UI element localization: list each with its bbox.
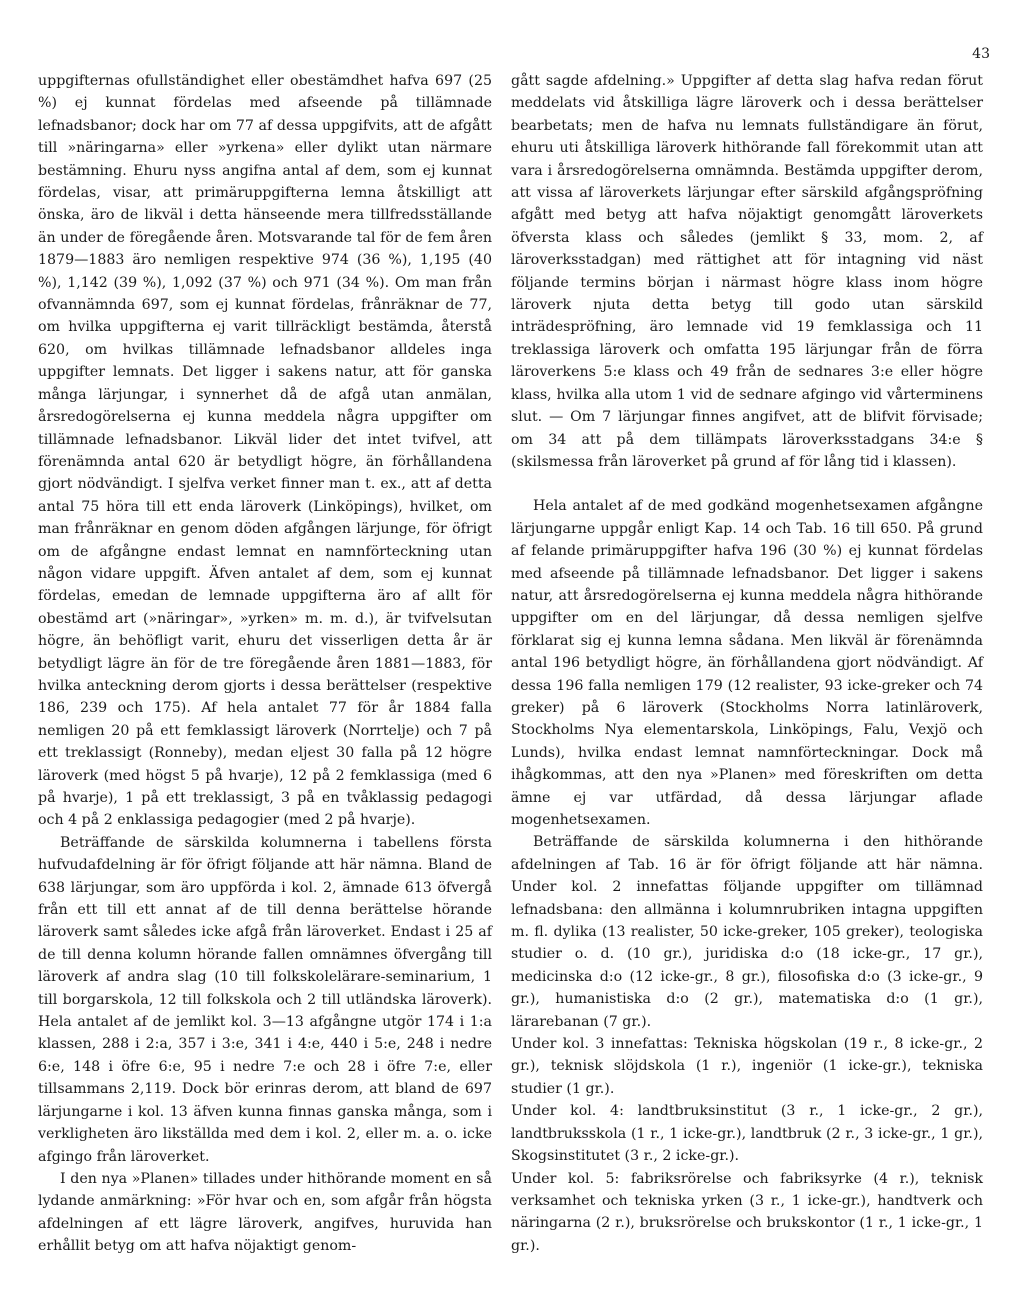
right-paragraph-2: Hela antalet af de med godkänd mogenhetsexamen afgångne lärjungarne uppgår enligt Kap. 14 och Tab. 16 till 650. På grund af felande primäruppgifter hafva 196 (30 %) ej kunnat fördelas med afseende på tillämnade lefnadsbanor. Det ligger i sakens natur, att årsredogörelserna ej kunna meddela några hithörande uppgifter om en del lärjungar, då dessa nemligen sjelfve förklarat sig ej kunna lemna sådana. Men likväl är förenämnda antal 196 betydligt högre, än förhållandena gjort nödvändigt. Af dessa 196 falla nemligen 179 (12 realister, 93 icke-greker och 74 greker) på 6 läroverk (Stockholms Norra latinläroverk, Stockholms Nya elementarskola, Linköpings, Falu, Vexjö och Lunds), hvilka endast lemnat namnförteckningar. Dock må ihågkommas, att den nya »Planen» med föreskriften om detta ämne ej var utfärdad, då dessa lärjungar aflade mogenhetsexamen. (511, 498, 983, 828)
right-paragraph-5: Under kol. 4: landtbruksinstitut (3 r., 1 icke-gr., 2 gr.), landtbruksskola (1 r., 1 icke-gr.), landtbruk (2 r., 3 icke-gr., 1 gr.), Skogsinstitutet (3 r., 2 icke-gr.). (511, 1103, 983, 1165)
page-number: 43 (972, 46, 990, 62)
right-column (511, 70, 983, 1257)
left-paragraph-3: I den nya »Planen» tillades under hithörande moment en så lydande anmärkning: »För hvar och en, som afgår från högsta afdelningen af ett lägre läroverk, angifves, huruvida han erhållit betyg om att hafva nöjaktigt genom- (38, 1170, 492, 1255)
right-paragraph-6: Under kol. 5: fabriksrörelse och fabriksyrke (4 r.), teknisk verksamhet och tekniska yrken (3 r., 1 icke-gr.), handtverk och näringarna (2 r.), bruksrörelse och brukskontor (1 r., 1 icke-gr., 1 gr.). (511, 1170, 983, 1254)
left-column (38, 70, 492, 1258)
left-paragraph-2: Beträffande de särskilda kolumnerna i tabellens första hufvudafdelning är för öfrigt följande att här nämna. Bland de 638 lärjungar, som äro uppförda i kol. 2, ämnade 613 öfvergå från ett till ett annat af de till denna berättelse hörande läroverk samt således icke afgå från läroverket. Endast i 25 af de till denna kolumn hörande fallen omnämnes öfvergång till läroverk af andra slag (10 till folkskolelärare-seminarium, 1 till borgarskola, 12 till folkskola och 2 till utländska läroverk). Hela antalet af de jemlikt kol. 3—13 afgångne utgör 174 i 1:a klassen, 288 i 2:a, 357 i 3:e, 341 i 4:e, 440 i 5:e, 248 i nedre 6:e, 148 i öfre 6:e, 95 i nedre 7:e och 28 i öfre 7:e, eller tillsammans 2,119. Dock bör erinras derom, att bland de 697 lärjungarne i kol. 13 äfven kunna finnas ganska många, som i verkligheten äro likställda med dem i kol. 2, eller m. a. o. icke afgingo från läroverket. (38, 834, 492, 1165)
right-paragraph-4: Under kol. 3 innefattas: Tekniska högskolan (19 r., 8 icke-gr., 2 gr.), teknisk slöjdskola (1 r.), ingeniör (1 icke-gr.), tekniska studier (1 gr.). (511, 1036, 983, 1097)
right-paragraph-1: gått sagde afdelning.» Uppgifter af detta slag hafva redan förut meddelats vid åtskilliga lägre läroverk och i dessa berättelser bearbetats; men de hafva nu lemnats fullständigare än förut, ehuru uti åtskilliga läroverk hithörande fall förekommit utan att vara i årsredogörelserna omnämnda. Bestämda uppgifter derom, att vissa af läroverkets lärjungar efter särskild afgångspröfning afgått med betyg att hafva nöjaktigt genomgått läroverkets öfversta klass och således (jemlikt § 33, mom. 2, af läroverksstadgan) med rättighet att för intagning vid näst följande termins början i närmast högre klass inom högre läroverk njuta detta betyg till godo utan särskild inträdespröfning, äro lemnade vid 19 femklassiga och 11 treklassiga läroverk och omfatta 195 lärjungar från de förra läroverkens 5:e klass och 49 från de sednares 3:e eller högre klass, hvilka alla utom 1 vid de sednare afgingo vid vårterminens slut. — Om 7 lärjungar finnes angifvet, att de blifvit förvisade; om 34 att på dem tillämpats läroverksstadgans 34:e § (skilsmessa från läroverket på grund af för lång tid i klassen). (511, 73, 983, 470)
left-paragraph-1: uppgifternas ofullständighet eller obestämdhet hafva 697 (25 %) ej kunnat fördelas med afseende på tillämnade lefnadsbanor; dock har om 77 af dessa uppgifvits, att de afgått till »näringarna» eller »yrkena» eller dylikt utan närmare bestämning. Ehuru nyss angifna antal af dem, som ej kunnat fördelas, visar, att primäruppgifterna lemna åtskilligt att önska, äro de likväl i detta hänseende mera tillfredsställande än under de föregående åren. Motsvarande tal för de fem åren 1879—1883 äro nemligen respektive 974 (36 %), 1,195 (40 %), 1,142 (39 %), 1,092 (37 %) och 971 (34 %). Om man från ofvannämnda 697, som ej kunnat fördelas, frånräknar de 77, om hvilka uppgifterna ej varit tillräckligt bestämda, återstå 620, om hvilkas tillämnade lefnadsbanor alldeles inga uppgifter lemnats. Det ligger i sakens natur, att för ganska många lärjungar, i synnerhet då de afgå utan anmälan, årsredogörelserna ej kunna meddela några uppgifter om tillämnade lefnadsbanor. Likväl lider det intet tvifvel, att förenämnda antal 620 är betydligt högre, än förhållandena gjort nödvändigt. I sjelfva verket finner man t. ex., att af detta antal 75 höra till ett enda läroverk (Linköpings), hvilket, om man frånräknar en genom döden afgången lärjunge, för öfrigt om de afgångne endast lemnat en namnförteckning utan någon vidare uppgift. Äfven antalet af dem, som ej kunnat fördelas, emedan de lemnade uppgifterna äro af allt för obestämd art (»näringar», »yrken» m. m. d.), är tvifvelsutan högre, än behöfligt varit, ehuru det visserligen detta år är betydligt lägre än för de tre föregående åren 1881—1883, för hvilka anteckning derom gjorts i dessa berättelser (respektive 186, 239 och 175). Af hela antalet 77 för år 1884 falla nemligen 20 på ett femklassigt läroverk (Norrtelje) och 7 på ett treklassigt (Ronneby), medan eljest 30 falla på 12 högre läroverk (med högst 5 på hvarje), 12 på 2 femklassiga (med 6 på hvarje), 1 på ett treklassigt, 3 på en tvåklassig pedagogi och 4 på 2 enklassiga pedagogier (med 2 på hvarje). (38, 73, 492, 829)
right-paragraph-3: Beträffande de särskilda kolumnerna i den hithörande afdelningen af Tab. 16 är för öfrigt följande att här nämna. Under kol. 2 innefattas följande uppgifter om tillämnad lefnadsbana: den allmänna i kolumnrubriken intagna uppgiften m. fl. dylika (13 realister, 50 icke-greker, 105 greker), teologiska studier o. d. (10 gr.), juridiska d:o (18 icke-gr., 17 gr.), medicinska d:o (12 icke-gr., 8 gr.), filosofiska d:o (3 icke-gr., 9 gr.), humanistiska d:o (2 gr.), matematiska d:o (1 gr.), lärarebanan (7 gr.). (511, 834, 983, 1030)
